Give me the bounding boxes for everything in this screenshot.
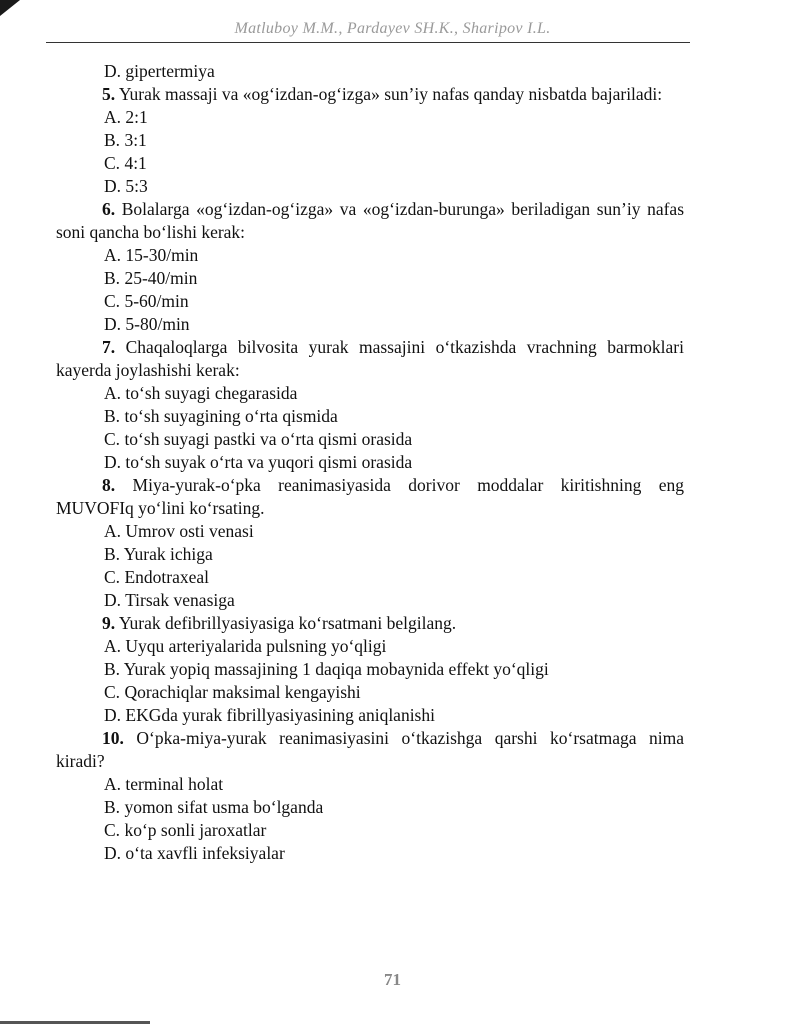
option-label: C. [104,567,121,587]
answer-option [56,313,684,336]
option-label: B. [104,268,121,288]
option-label: A. [104,245,122,265]
answer-option [56,589,684,612]
option-label: A. [104,636,122,656]
running-head: Matluboy M.M., Pardayev SH.K., Sharipov I.L. [234,20,551,37]
option-text: terminal holat [125,774,224,794]
option-label: A. [104,774,122,794]
question-number: 7. [102,337,116,357]
question [56,336,684,382]
option-text: 3:1 [124,130,147,150]
option-text: yomon sifat usma bo‘lganda [124,797,324,817]
question [56,727,684,773]
question-number: 9. [102,613,116,633]
option-label: B. [104,797,121,817]
option-text: o‘ta xavfli infeksiyalar [125,843,285,863]
answer-option [56,704,684,727]
answer-option [56,129,684,152]
answer-option [56,543,684,566]
option-text: 4:1 [124,153,147,173]
option-label: D. [104,452,122,472]
option-text: 5-80/min [125,314,190,334]
option-label: B. [104,544,121,564]
option-label: D. [104,61,122,81]
page-number: 71 [384,970,401,989]
option-label: C. [104,291,121,311]
option-label: C. [104,682,121,702]
question [56,198,684,244]
option-text: Endotraxeal [124,567,209,587]
option-label: D. [104,314,122,334]
answer-option [56,267,684,290]
answer-option [56,681,684,704]
page-corner-mark [0,0,20,16]
option-text: Uyqu arteriyalarida pulsning yo‘qligi [125,636,387,656]
option-text: Yurak ichiga [123,544,213,564]
option-label: C. [104,153,121,173]
option-label: C. [104,820,121,840]
answer-option [56,819,684,842]
option-text: to‘sh suyagi pastki va o‘rta qismi orasida [124,429,413,449]
question-list [56,60,684,865]
answer-option [56,451,684,474]
question-text: Bolalarga «og‘izdan-og‘izga» va «og‘izdan-burunga» beriladigan sun’iy nafas soni qancha bo‘lishi kerak: [56,199,684,242]
answer-option [56,520,684,543]
question-text: Miya-yurak-o‘pka reanimasiyasida dorivor moddalar kiritishning eng MUVOFIq yo‘lini ko‘rsating. [56,475,685,518]
option-text: gipertermiya [125,61,215,81]
answer-option [56,382,684,405]
question-text: Chaqaloqlarga bilvosita yurak massajini o‘tkazishda vrachning barmoklari kayerda joylashishi kerak: [56,337,684,380]
option-label: A. [104,383,122,403]
answer-option [56,796,684,819]
answer-option [56,635,684,658]
answer-option [56,405,684,428]
option-text: 25-40/min [124,268,198,288]
question [56,612,684,635]
option-text: 5:3 [125,176,148,196]
answer-option [56,60,684,83]
question-text: Yurak defibrillyasiyasiga ko‘rsatmani belgilang. [118,613,457,633]
option-text: 5-60/min [124,291,189,311]
option-label: D. [104,176,122,196]
question-number: 8. [102,475,116,495]
option-label: B. [104,406,121,426]
option-text: EKGda yurak fibrillyasiyasining aniqlanishi [125,705,435,725]
option-label: D. [104,705,122,725]
option-text: ko‘p sonli jaroxatlar [124,820,267,840]
option-label: A. [104,521,122,541]
answer-option [56,244,684,267]
answer-option [56,175,684,198]
header-rule [46,42,690,43]
option-text: to‘sh suyagi chegarasida [125,383,298,403]
answer-option [56,658,684,681]
option-label: C. [104,429,121,449]
answer-option [56,773,684,796]
answer-option [56,290,684,313]
question [56,83,684,106]
option-label: A. [104,107,122,127]
question [56,474,684,520]
answer-option [56,566,684,589]
option-text: Yurak yopiq massajining 1 daqiqa mobaynida effekt yo‘qligi [123,659,549,679]
question-number: 5. [102,84,116,104]
option-text: to‘sh suyagining o‘rta qismida [124,406,338,426]
option-text: 15-30/min [125,245,199,265]
answer-option [56,428,684,451]
option-text: Umrov osti venasi [125,521,254,541]
option-label: B. [104,130,121,150]
answer-option [56,842,684,865]
question-number: 6. [102,199,116,219]
option-text: to‘sh suyak o‘rta va yuqori qismi orasida [125,452,413,472]
answer-option [56,106,684,129]
option-text: Tirsak venasiga [125,590,235,610]
answer-option [56,152,684,175]
option-label: D. [104,843,122,863]
option-text: 2:1 [125,107,148,127]
question-text: Yurak massaji va «og‘izdan-og‘izga» sun’iy nafas qanday nisbatda bajariladi: [118,84,663,104]
option-label: D. [104,590,122,610]
option-text: Qorachiqlar maksimal kengayishi [124,682,361,702]
question-text: O‘pka-miya-yurak reanimasiyasini o‘tkazishga qarshi ko‘rsatmaga nima kiradi? [56,728,685,771]
question-number: 10. [102,728,124,748]
option-label: B. [104,659,121,679]
